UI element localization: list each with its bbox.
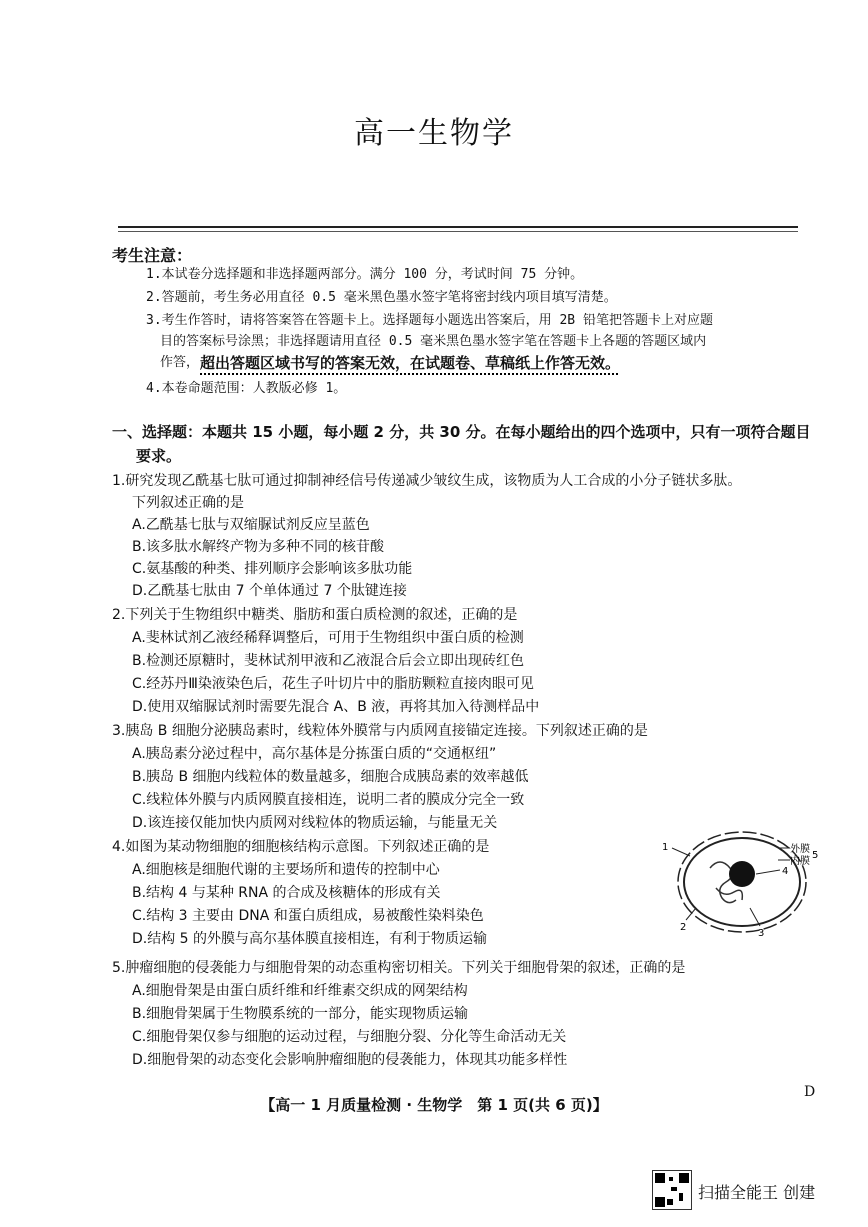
note-item: 作答， — [160, 355, 200, 370]
option: B.胰岛 B 细胞内线粒体的数量越多，细胞合成胰岛素的效率越低 — [132, 769, 529, 785]
notes-heading: 考生注意： — [112, 246, 193, 265]
section-heading — [112, 420, 822, 468]
question-stem: 2.下列关于生物组织中糖类、脂肪和蛋白质检测的叙述，正确的是 — [112, 607, 518, 623]
label-outer-membrane: 外膜 — [790, 844, 810, 855]
question-stem: 4.如图为某动物细胞的细胞核结构示意图。下列叙述正确的是 — [112, 839, 490, 855]
label-1: 1 — [662, 842, 669, 853]
note-item: 1.本试卷分选择题和非选择题两部分。满分 100 分，考试时间 75 分钟。 — [146, 267, 584, 282]
question-stem: 1.研究发现乙酰基七肽可通过抑制神经信号传递减少皱纹生成，该物质为人工合成的小分子链状多肽。 — [112, 473, 742, 489]
option: C.结构 3 主要由 DNA 和蛋白质组成，易被酸性染料染色 — [132, 908, 484, 924]
option: A.胰岛素分泌过程中，高尔基体是分拣蛋白质的“交通枢纽” — [132, 746, 497, 762]
option: B.检测还原糖时，斐林试剂甲液和乙液混合后会立即出现砖红色 — [132, 653, 525, 669]
option: D.乙酰基七肽由 7 个单体通过 7 个肽键连接 — [132, 583, 407, 599]
option: B.结构 4 与某种 RNA 的合成及核糖体的形成有关 — [132, 885, 441, 901]
page-footer: 【高一 1 月质量检测 · 生物学 第 1 页(共 6 页)】 — [260, 1096, 608, 1114]
option: A.乙酰基七肽与双缩脲试剂反应呈蓝色 — [132, 517, 370, 533]
note-item: 3.考生作答时，请将答案答在答题卡上。选择题每小题选出答案后，用 2B 铅笔把答题卡上对应题 — [146, 313, 713, 328]
label-inner-membrane: 内膜 — [790, 856, 810, 867]
option: D.细胞骨架的动态变化会影响肿瘤细胞的侵袭能力，体现其功能多样性 — [132, 1052, 568, 1068]
option: C.经苏丹Ⅲ染液染色后，花生子叶切片中的脂肪颗粒直接肉眼可见 — [132, 676, 534, 692]
option: C.线粒体外膜与内质网膜直接相连，说明二者的膜成分完全一致 — [132, 792, 525, 808]
nucleus-diagram — [650, 828, 820, 938]
question-stem: 3.胰岛 B 细胞分泌胰岛素时，线粒体外膜常与内质网直接锚定连接。下列叙述正确的是 — [112, 723, 648, 739]
section-line-1: 一、选择题：本题共 15 小题，每小题 2 分，共 30 分。在每小题给出的四个选项中，只有一项符合题目 — [112, 423, 811, 441]
option: C.细胞骨架仅参与细胞的运动过程，与细胞分裂、分化等生命活动无关 — [132, 1029, 567, 1045]
scanner-watermark: 扫描全能王 创建 — [698, 1183, 816, 1202]
label-2: 2 — [680, 922, 687, 933]
option: B.细胞骨架属于生物膜系统的一部分，能实现物质运输 — [132, 1006, 469, 1022]
note-emphasis: 超出答题区域书写的答案无效，在试题卷、草稿纸上作答无效。 — [200, 354, 621, 372]
option: A.斐林试剂乙液经稀释调整后，可用于生物组织中蛋白质的检测 — [132, 630, 524, 646]
qr-code-icon — [652, 1170, 692, 1210]
section-line-2: 要求。 — [136, 447, 182, 465]
question-stem: 5.肿瘤细胞的侵袭能力与细胞骨架的动态重构密切相关。下列关于细胞骨架的叙述，正确的是 — [112, 960, 686, 976]
option: A.细胞核是细胞代谢的主要场所和遗传的控制中心 — [132, 862, 440, 878]
page-title: 高一生物学 — [354, 116, 514, 151]
option: D.该连接仅能加快内质网对线粒体的物质运输，与能量无关 — [132, 815, 498, 831]
option: C.氨基酸的种类、排列顺序会影响该多肽功能 — [132, 561, 413, 577]
note-item: 4.本卷命题范围：人教版必修 1。 — [146, 381, 347, 396]
label-5: 5 — [812, 850, 819, 861]
option: B.该多肽水解终产物为多种不同的核苷酸 — [132, 539, 385, 555]
label-3: 3 — [758, 928, 765, 938]
header-rule — [118, 226, 798, 228]
question-stem-cont: 下列叙述正确的是 — [132, 495, 244, 511]
note-item: 2.答题前，考生务必用直径 0.5 毫米黑色墨水签字笔将密封线内项目填写清楚。 — [146, 290, 617, 305]
note-item: 目的答案标号涂黑；非选择题请用直径 0.5 毫米黑色墨水签字笔在答题卡上各题的答题区域内 — [160, 334, 707, 349]
corner-mark: D — [804, 1084, 816, 1100]
option: A.细胞骨架是由蛋白质纤维和纤维素交织成的网架结构 — [132, 983, 468, 999]
header-rule-thin — [118, 231, 798, 232]
label-4: 4 — [782, 866, 789, 877]
option: D.结构 5 的外膜与高尔基体膜直接相连，有利于物质运输 — [132, 931, 488, 947]
option: D.使用双缩脲试剂时需要先混合 A、B 液，再将其加入待测样品中 — [132, 699, 540, 715]
